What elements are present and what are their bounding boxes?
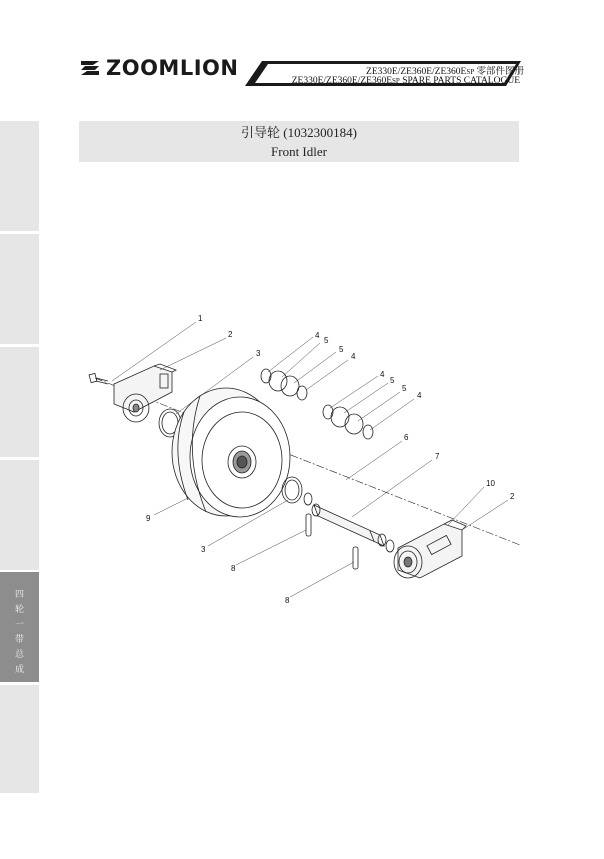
callout-number: 10	[486, 479, 495, 488]
callout-number: 2	[228, 330, 233, 339]
side-tab-char: 轮	[14, 605, 24, 615]
side-tab-char: 一	[14, 620, 24, 630]
thrust-ring-part	[304, 493, 312, 505]
callout-number: 1	[198, 314, 203, 323]
bolt-part	[89, 373, 108, 384]
callout-number: 9	[146, 514, 151, 523]
side-tab-char: 四	[14, 590, 24, 600]
idler-wheel-part	[172, 388, 290, 517]
callout-number: 4	[351, 352, 356, 361]
bracket-right-part	[394, 520, 466, 578]
callout-number: 3	[201, 545, 206, 554]
shaft-part	[312, 504, 386, 546]
callout-number: 2	[510, 492, 515, 501]
callout-number: 4	[417, 391, 422, 400]
callout-number: 4	[315, 331, 320, 340]
callout-number: 5	[402, 384, 407, 393]
page-title-en: Front Idler	[271, 144, 327, 159]
callout-number: 5	[390, 376, 395, 385]
seal-ring-right-part	[282, 477, 302, 503]
side-tab-char: 成	[14, 665, 24, 675]
callout-number: 3	[256, 349, 261, 358]
callout-number: 8	[231, 564, 236, 573]
callout-number: 8	[285, 596, 290, 605]
end-ring-part	[386, 540, 394, 552]
callout-number: 6	[404, 433, 409, 442]
side-tab-char: 总	[14, 650, 24, 660]
side-tab-char: 带	[14, 635, 24, 645]
brand-name: ZOOMLION	[106, 56, 239, 80]
o-ring-set-upper	[261, 369, 307, 400]
header-models-cn: ZE330E/ZE360E/ZE360ESP 零部件图册	[366, 67, 524, 77]
callout-number: 7	[435, 452, 440, 461]
callout-number: 5	[324, 336, 329, 345]
header-models-en: ZE330E/ZE360E/ZE360ESP SPARE PARTS CATALOGUE	[291, 76, 520, 86]
callout-number: 4	[380, 370, 385, 379]
callout-number: 5	[339, 345, 344, 354]
page-title-cn: 引导轮 (1032300184)	[241, 125, 357, 140]
